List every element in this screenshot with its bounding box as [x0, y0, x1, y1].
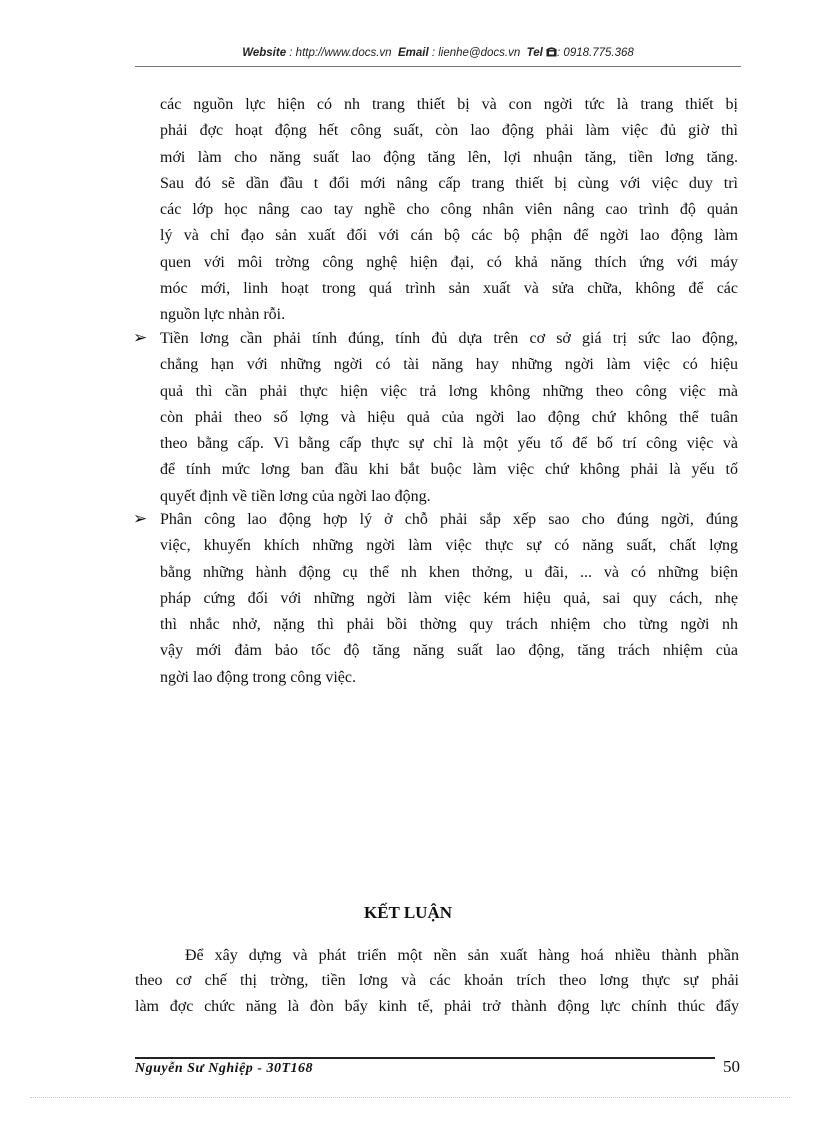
text-line: quả thì cần phải thực hiện việc trả lơng không những theo công việc mà — [160, 382, 738, 400]
text-line: Tiền lơng cần phải tính đúng, tính đủ dựa trên cơ sở giá trị sức lao động, — [160, 330, 738, 347]
phone-icon — [546, 47, 557, 57]
tel-number: : 0918.775.368 — [557, 47, 634, 59]
text-line: việc, khuyến khích những ngời làm việc thực sự có năng suất, chất lợng — [160, 537, 738, 555]
page-bottom-border — [30, 1097, 790, 1098]
text-line: để tính mức lơng ban đầu khi bắt buộc làm việc chứ không phải là yếu tố — [160, 461, 738, 479]
text-line: phải đợc hoạt động hết công suất, còn lao động phải làm việc đủ giờ thì — [160, 122, 738, 140]
text-line: Để xây dựng và phát triển một nền sản xuất hàng hoá nhiều thành phần — [185, 947, 739, 964]
text-line: ngời lao động trong công việc. — [160, 668, 356, 686]
text-line: quen với môi trờng công nghệ hiện đại, có khả năng thích ứng với máy — [160, 253, 738, 271]
bullet-arrow-icon: ➢ — [133, 328, 148, 348]
text-line: móc mới, linh hoạt trong quá trình sản xuất và sửa chữa, không để các — [160, 280, 738, 298]
page-number: 50 — [723, 1057, 740, 1076]
bullet-wage — [160, 326, 738, 510]
text-line: bằng những hành động cụ thể nh khen thởng, u đãi, ... và có những biện — [160, 563, 738, 581]
bullet-labor-division — [160, 507, 738, 691]
page-header — [135, 47, 741, 59]
text-line: làm đợc chức năng là đòn bẩy kinh tế, phải trở thành động lực chính thúc đẩy — [135, 997, 739, 1015]
paragraph-resources — [160, 92, 738, 329]
text-line: quyết định về tiền lơng của ngời lao động. — [160, 487, 431, 505]
conclusion-paragraph — [135, 943, 739, 1019]
text-line: các nguồn lực hiện có nh trang thiết bị và con ngời tức là trang thiết bị — [160, 96, 738, 113]
bullet-arrow-icon: ➢ — [133, 509, 148, 529]
tel-label: Tel — [526, 47, 543, 59]
text-line: pháp cứng đối với những ngời làm việc kém hiệu quả, sai quy cách, nhẹ — [160, 589, 738, 607]
text-line: vậy mới đảm bảo tốc độ tăng năng suất lao động, tăng trách nhiệm của — [160, 642, 738, 660]
text-line: Phân công lao động hợp lý ở chỗ phải sắp xếp sao cho đúng ngời, đúng — [160, 511, 738, 528]
text-line: các lớp học nâng cao tay nghề cho công nhân viên nâng cao trình độ quản — [160, 201, 738, 219]
text-line: Sau đó sẽ dần đầu t đổi mới nâng cấp trang thiết bị cùng với việc duy trì — [160, 174, 738, 192]
text-line: chẳng hạn với những ngời có tài năng hay những ngời làm việc có hiệu — [160, 356, 738, 374]
footer-author: Nguyễn Sư Nghiệp - 30T168 — [135, 1061, 313, 1076]
header-rule — [135, 66, 741, 67]
text-line: mới làm cho năng suất lao động tăng lên, lợi nhuận tăng, tiền lơng tăng. — [160, 148, 738, 166]
text-line: còn phải theo số lợng và hiệu quả của ngời lao động chứ không thể tuân — [160, 408, 738, 426]
website-url[interactable]: : http://www.docs.vn — [289, 47, 392, 59]
text-line: theo cơ chế thị trờng, tiền lơng và các khoản trích theo lơng thực sự phải — [135, 972, 739, 990]
text-line: theo bằng cấp. Vì bằng cấp thực sự chỉ là một yếu tố để bố trí công việc và — [160, 435, 738, 453]
email-address[interactable]: : lienhe@docs.vn — [431, 47, 521, 59]
text-line: thì nhắc nhở, nặng thì phải bồi thờng quy trách nhiệm cho từng ngời nh — [160, 616, 738, 634]
email-label: Email — [397, 47, 429, 59]
text-line: lý và chỉ đạo sản xuất đối với cán bộ các bộ phận để ngời lao động làm — [160, 227, 738, 245]
section-title: KẾT LUẬN — [363, 903, 452, 922]
footer-rule — [135, 1057, 715, 1059]
text-line: nguồn lực nhàn rỗi. — [160, 306, 286, 324]
website-label: Website — [242, 47, 287, 59]
